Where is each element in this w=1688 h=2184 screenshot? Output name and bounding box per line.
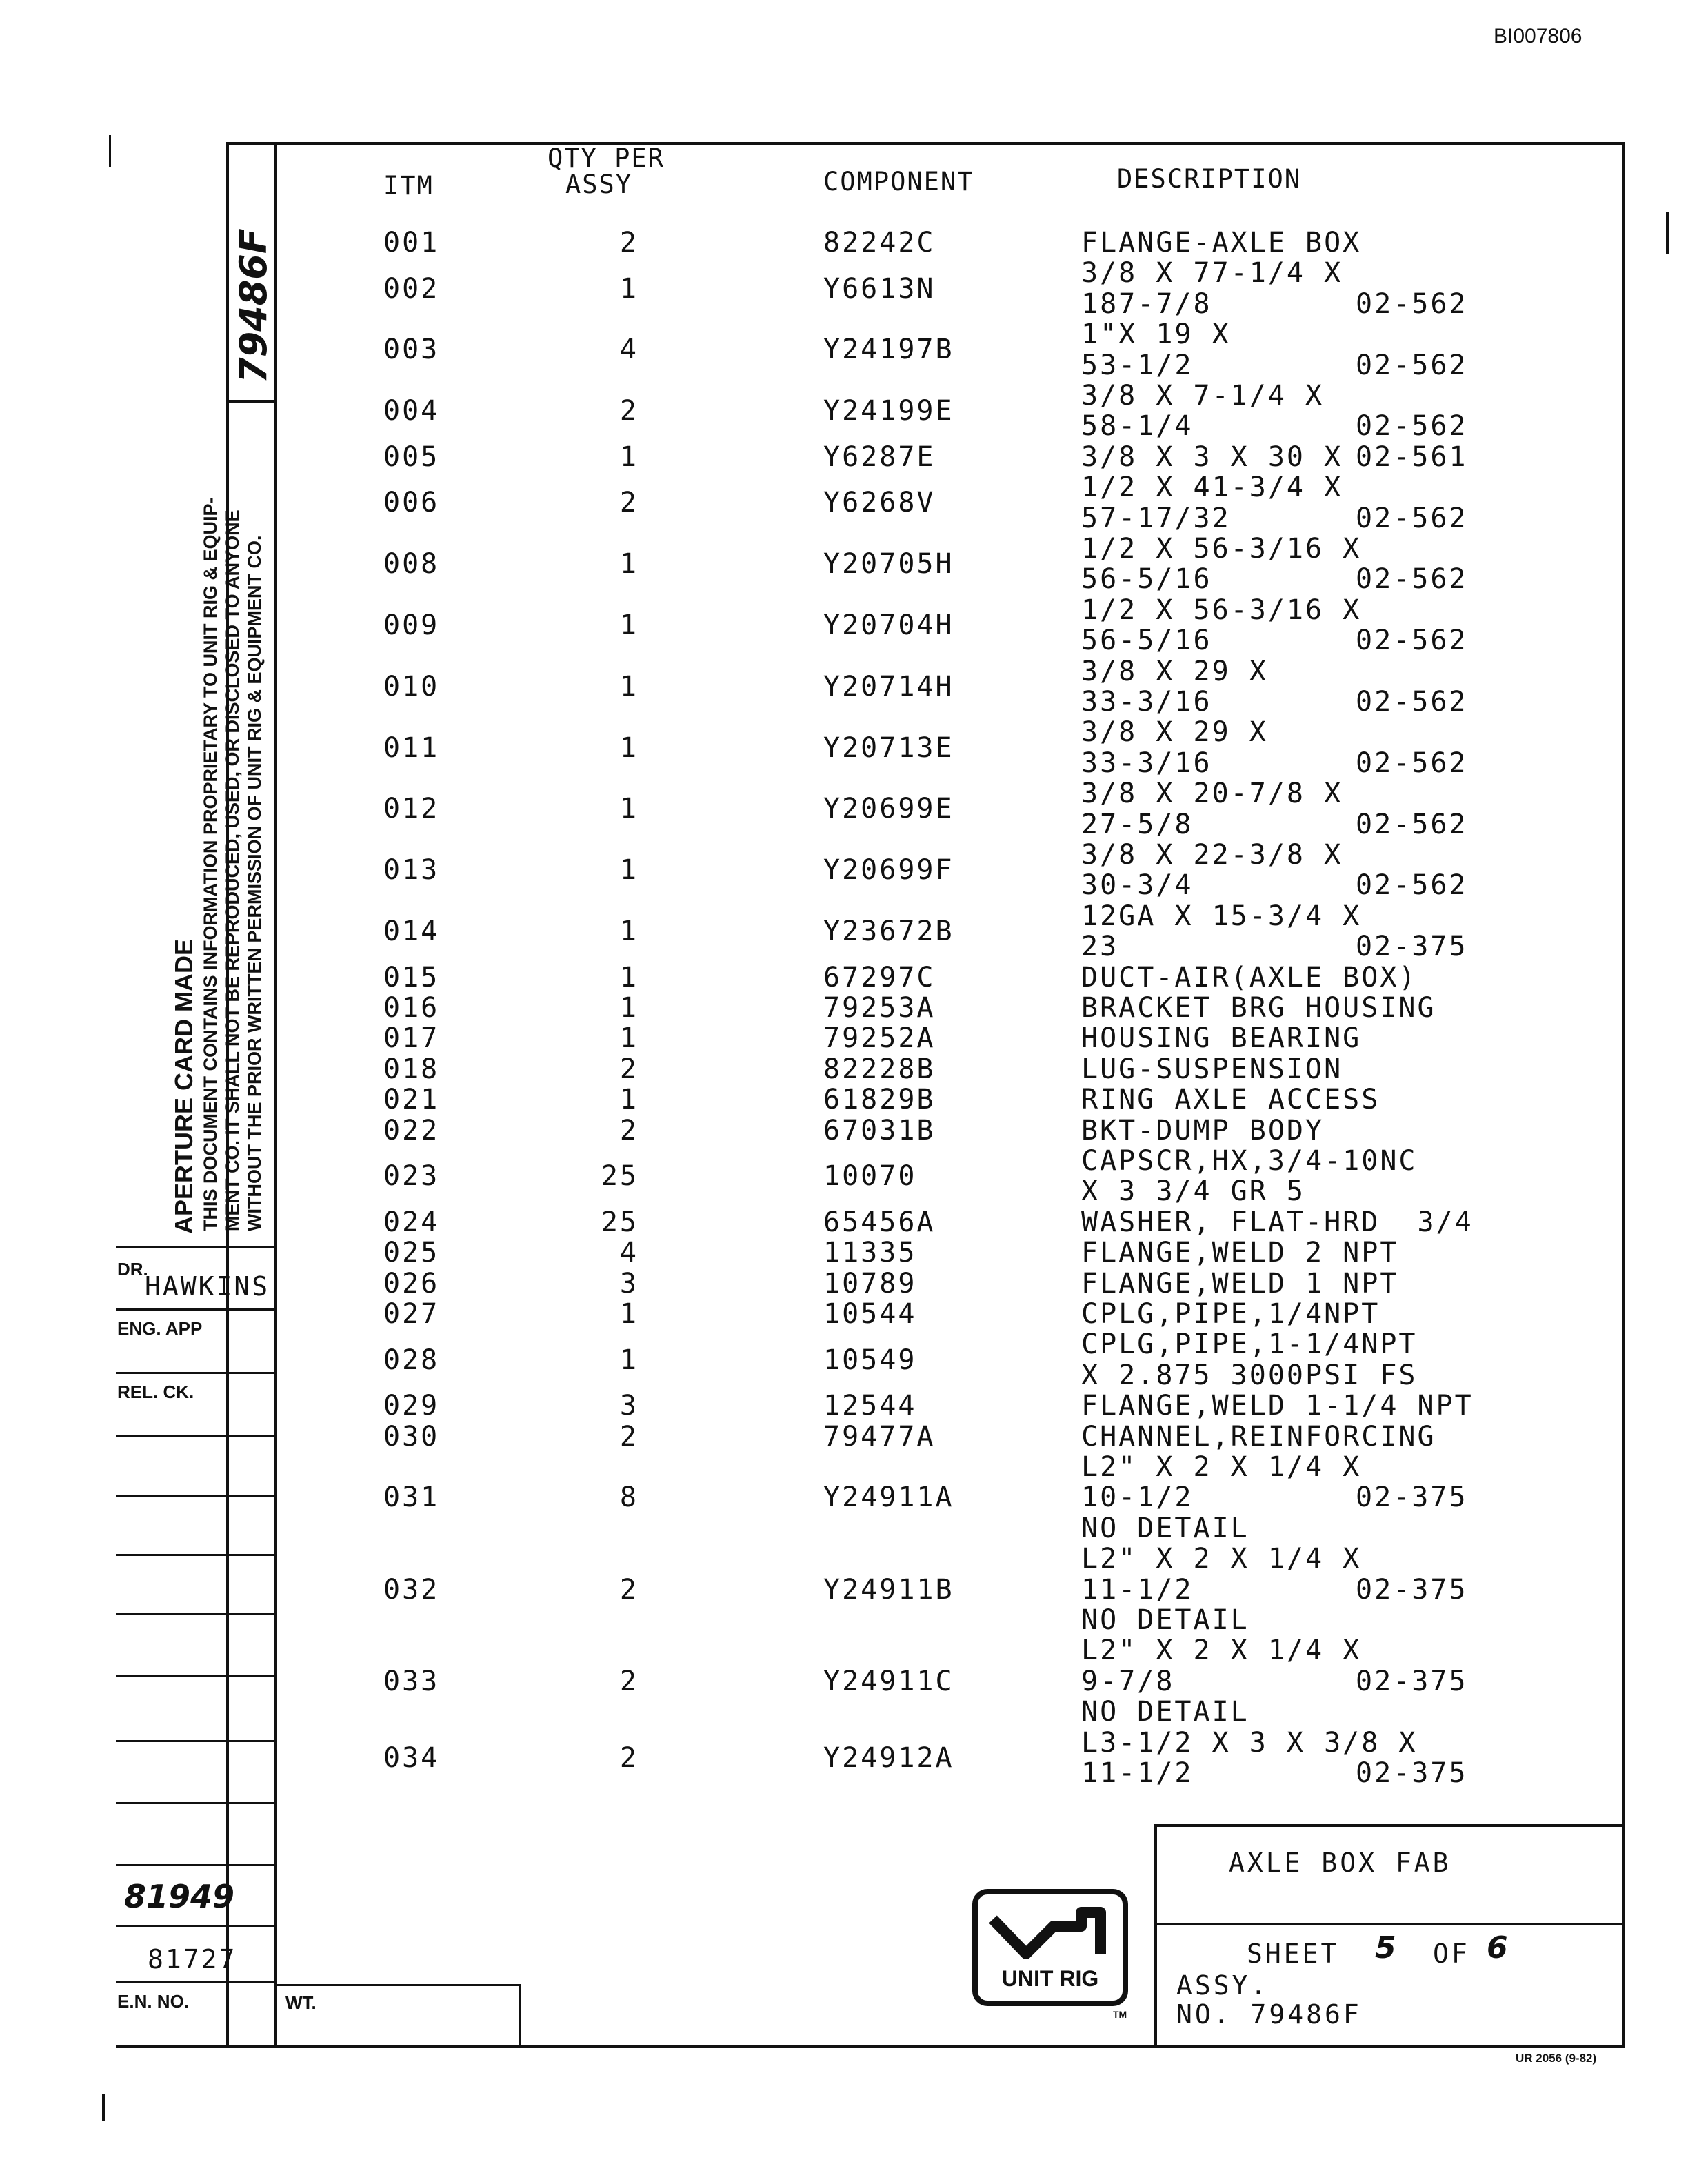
row-material-code: 02-562 (1356, 686, 1468, 718)
row-component: Y20699E (823, 793, 954, 825)
row-description: HOUSING BEARING (1081, 1022, 1362, 1055)
row-quantity: 2 (619, 395, 639, 427)
row-quantity: 1 (619, 916, 639, 947)
tb-rule (116, 1246, 276, 1248)
row-description: FLANGE,WELD 1-1/4 NPT (1081, 1390, 1474, 1422)
handwritten-number: 81949 (124, 1878, 235, 1915)
row-component: Y20704H (823, 609, 954, 641)
row-item-number: 014 (383, 916, 440, 947)
en-no-label: E.N. NO. (117, 1991, 190, 2012)
unit-rig-logo (972, 1889, 1128, 2006)
row-component: 82242C (823, 227, 936, 259)
row-description: X 2.875 3000PSI FS (1081, 1359, 1418, 1391)
tb-rule (116, 1864, 276, 1866)
row-item-number: 017 (383, 1022, 440, 1055)
row-quantity: 1 (619, 1022, 639, 1055)
row-item-number: 015 (383, 961, 440, 993)
row-item-number: 010 (383, 670, 440, 702)
row-description: L2" X 2 X 1/4 X (1081, 1635, 1362, 1667)
row-description: CPLG,PIPE,1/4NPT (1081, 1298, 1380, 1330)
row-component: Y6613N (823, 272, 936, 305)
row-quantity: 4 (619, 334, 639, 366)
row-item-number: 016 (383, 992, 440, 1024)
row-quantity: 1 (619, 548, 639, 580)
row-quantity: 1 (619, 1298, 639, 1330)
tb-rule (116, 1802, 276, 1804)
scan-mark (1666, 212, 1669, 254)
row-component: Y20699F (823, 854, 954, 887)
row-description: 11-1/2 (1081, 1757, 1194, 1789)
sheet-label: SHEET (1247, 1939, 1340, 1969)
tb-rule (116, 1435, 276, 1437)
row-component: 10549 (823, 1344, 917, 1376)
tb-rule (116, 1308, 276, 1311)
row-description: CPLG,PIPE,1-1/4NPT (1081, 1328, 1418, 1361)
scan-mark (109, 135, 111, 167)
row-component: 67297C (823, 961, 936, 993)
row-component: 61829B (823, 1084, 936, 1116)
row-description: FLANGE-AXLE BOX (1081, 227, 1362, 259)
row-item-number: 024 (383, 1206, 440, 1238)
row-quantity: 1 (619, 731, 639, 764)
row-description: 57-17/32 (1081, 502, 1231, 534)
proprietary-notice-line-3: WITHOUT THE PRIOR WRITTEN PERMISSION OF UNIT RIG & EQUIPMENT CO. (244, 535, 265, 1231)
row-material-code: 02-562 (1356, 869, 1468, 902)
row-description: L2" X 2 X 1/4 X (1081, 1543, 1362, 1575)
row-component: 79253A (823, 992, 936, 1024)
row-quantity: 3 (619, 1390, 639, 1422)
row-material-code: 02-375 (1356, 1757, 1468, 1789)
header-itm: ITM (383, 171, 434, 201)
row-component: Y6287E (823, 441, 936, 473)
row-component: Y24911A (823, 1482, 954, 1514)
row-description: FLANGE,WELD 2 NPT (1081, 1237, 1399, 1269)
row-material-code: 02-562 (1356, 747, 1468, 779)
row-quantity: 1 (619, 441, 639, 473)
row-description: 3/8 X 29 X (1081, 655, 1268, 687)
row-material-code: 02-562 (1356, 349, 1468, 381)
row-description: L2" X 2 X 1/4 X (1081, 1451, 1362, 1483)
row-item-number: 011 (383, 731, 440, 764)
header-qty-line1: QTY PER (547, 143, 665, 173)
logo-text: UNIT RIG (1001, 1966, 1099, 1991)
row-description: BKT-DUMP BODY (1081, 1114, 1325, 1146)
row-item-number: 025 (383, 1237, 440, 1269)
row-component: 67031B (823, 1114, 936, 1146)
row-quantity: 1 (619, 272, 639, 305)
row-quantity: 1 (619, 609, 639, 641)
row-item-number: 031 (383, 1482, 440, 1514)
row-description: L3-1/2 X 3 X 3/8 X (1081, 1726, 1418, 1759)
row-description: 58-1/4 (1081, 410, 1194, 443)
row-description: RING AXLE ACCESS (1081, 1084, 1380, 1116)
row-quantity: 25 (601, 1206, 639, 1238)
row-quantity: 2 (619, 1741, 639, 1774)
row-item-number: 022 (383, 1114, 440, 1146)
header-component: COMPONENT (823, 167, 974, 196)
row-material-code: 02-562 (1356, 563, 1468, 596)
row-item-number: 018 (383, 1053, 440, 1085)
row-item-number: 005 (383, 441, 440, 473)
row-component: Y24912A (823, 1741, 954, 1774)
row-description: 11-1/2 (1081, 1573, 1194, 1606)
row-description: NO DETAIL (1081, 1696, 1249, 1728)
sheet-total: 6 (1487, 1930, 1508, 1965)
row-description: 27-5/8 (1081, 808, 1194, 840)
row-quantity: 2 (619, 227, 639, 259)
row-description: NO DETAIL (1081, 1604, 1249, 1636)
assy-label: ASSY. (1176, 1970, 1269, 2001)
row-quantity: 2 (619, 1114, 639, 1146)
row-description: 3/8 X 20-7/8 X (1081, 778, 1343, 810)
row-quantity: 2 (619, 487, 639, 519)
row-quantity: 2 (619, 1573, 639, 1606)
drawing-title: AXLE BOX FAB (1229, 1848, 1451, 1878)
row-item-number: 028 (383, 1344, 440, 1376)
row-item-number: 006 (383, 487, 440, 519)
row-description: 1/2 X 41-3/4 X (1081, 472, 1343, 504)
row-material-code: 02-375 (1356, 1482, 1468, 1514)
row-material-code: 02-562 (1356, 410, 1468, 443)
row-item-number: 012 (383, 793, 440, 825)
row-component: Y20705H (823, 548, 954, 580)
rel-ck-label: REL. CK. (117, 1382, 194, 1402)
row-item-number: 002 (383, 272, 440, 305)
row-description: 1"X 19 X (1081, 318, 1231, 351)
row-item-number: 034 (383, 1741, 440, 1774)
row-component: 10789 (823, 1267, 917, 1300)
row-quantity: 1 (619, 670, 639, 702)
row-material-code: 02-375 (1356, 1665, 1468, 1697)
proprietary-notice-line-2: MENT CO. IT SHALL NOT BE REPRODUCED, USED, OR DISCLOSED TO ANYONE (222, 509, 243, 1231)
left-margin-line (274, 142, 277, 2048)
row-component: 11335 (823, 1237, 917, 1269)
row-quantity: 1 (619, 793, 639, 825)
tb-rule (116, 1981, 276, 1983)
row-description: 1/2 X 56-3/16 X (1081, 594, 1362, 626)
row-description: 56-5/16 (1081, 625, 1212, 657)
row-description: 9-7/8 (1081, 1665, 1175, 1697)
row-material-code: 02-561 (1356, 441, 1468, 473)
row-component: 10070 (823, 1160, 917, 1193)
row-description: 3/8 X 29 X (1081, 716, 1268, 749)
row-description: 56-5/16 (1081, 563, 1212, 596)
form-number: UR 2056 (9-82) (1516, 2052, 1597, 2065)
dr-label: DR. (117, 1259, 148, 1280)
row-item-number: 004 (383, 395, 440, 427)
row-item-number: 027 (383, 1298, 440, 1330)
drawing-number-vertical: 79486F (232, 228, 275, 383)
row-component: 82228B (823, 1053, 936, 1085)
row-description: 3/8 X 7-1/4 X (1081, 380, 1325, 412)
row-description: 33-3/16 (1081, 686, 1212, 718)
row-quantity: 2 (619, 1053, 639, 1085)
row-description: 12GA X 15-3/4 X (1081, 900, 1362, 932)
row-description: WASHER, FLAT-HRD 3/4 (1081, 1206, 1474, 1238)
sheet-number: 5 (1375, 1930, 1396, 1965)
header-qty-line2: ASSY (565, 170, 633, 199)
bottom-rule (116, 2045, 1625, 2048)
tb-rule (116, 1554, 276, 1556)
row-item-number: 032 (383, 1573, 440, 1606)
row-material-code: 02-562 (1356, 625, 1468, 657)
wt-label: WT. (285, 1992, 316, 2013)
row-quantity: 1 (619, 854, 639, 887)
row-quantity: 1 (619, 1344, 639, 1376)
row-description: 3/8 X 22-3/8 X (1081, 839, 1343, 871)
row-description: LUG-SUSPENSION (1081, 1053, 1343, 1085)
logo-mark-icon (978, 1899, 1123, 1968)
row-description: FLANGE,WELD 1 NPT (1081, 1267, 1399, 1300)
row-component: Y23672B (823, 916, 954, 947)
row-component: 12544 (823, 1390, 917, 1422)
row-quantity: 4 (619, 1237, 639, 1269)
assy-number: NO. 79486F (1176, 1999, 1362, 2030)
row-description: BRACKET BRG HOUSING (1081, 992, 1436, 1024)
row-item-number: 001 (383, 227, 440, 259)
row-description: NO DETAIL (1081, 1512, 1249, 1544)
scan-mark (102, 2094, 105, 2121)
row-description: CAPSCR,HX,3/4-10NC (1081, 1145, 1418, 1177)
row-item-number: 026 (383, 1267, 440, 1300)
row-item-number: 030 (383, 1420, 440, 1453)
eng-app-label: ENG. APP (117, 1318, 203, 1339)
row-component: Y24197B (823, 334, 954, 366)
row-component: 79252A (823, 1022, 936, 1055)
row-quantity: 8 (619, 1482, 639, 1514)
row-item-number: 023 (383, 1160, 440, 1193)
row-description: CHANNEL,REINFORCING (1081, 1420, 1436, 1453)
row-description: 53-1/2 (1081, 349, 1194, 381)
row-description: 33-3/16 (1081, 747, 1212, 779)
row-item-number: 008 (383, 548, 440, 580)
tb-rule (116, 1613, 276, 1615)
header-description: DESCRIPTION (1117, 164, 1302, 194)
row-description: 3/8 X 3 X 30 X (1081, 441, 1343, 473)
row-item-number: 013 (383, 854, 440, 887)
row-item-number: 009 (383, 609, 440, 641)
row-quantity: 2 (619, 1420, 639, 1453)
row-component: Y20714H (823, 670, 954, 702)
tb-rule (116, 1675, 276, 1677)
row-description: 3/8 X 77-1/4 X (1081, 257, 1343, 290)
row-component: 79477A (823, 1420, 936, 1453)
row-quantity: 25 (601, 1160, 639, 1193)
row-description: 23 (1081, 931, 1119, 963)
row-quantity: 3 (619, 1267, 639, 1300)
aperture-card-label: APERTURE CARD MADE (170, 938, 198, 1234)
row-component: Y24199E (823, 395, 954, 427)
row-component: 10544 (823, 1298, 917, 1330)
row-material-code: 02-562 (1356, 287, 1468, 320)
row-component: Y6268V (823, 487, 936, 519)
tb-rule (116, 1372, 276, 1374)
row-item-number: 003 (383, 334, 440, 366)
title-box-divider (1154, 1923, 1625, 1925)
tb-rule (116, 1740, 276, 1742)
row-component: Y24911B (823, 1573, 954, 1606)
row-quantity: 1 (619, 992, 639, 1024)
trademark-mark: TM (1113, 2009, 1127, 2020)
row-component: 65456A (823, 1206, 936, 1238)
row-description: DUCT-AIR(AXLE BOX) (1081, 961, 1418, 993)
row-material-code: 02-375 (1356, 931, 1468, 963)
row-description: 187-7/8 (1081, 287, 1212, 320)
row-quantity: 1 (619, 1084, 639, 1116)
row-quantity: 1 (619, 961, 639, 993)
row-description: 1/2 X 56-3/16 X (1081, 533, 1362, 565)
tb-rule (116, 1925, 276, 1927)
tb-rule (116, 1495, 276, 1497)
row-component: Y20713E (823, 731, 954, 764)
row-description: 10-1/2 (1081, 1482, 1194, 1514)
row-component: Y24911C (823, 1665, 954, 1697)
row-material-code: 02-562 (1356, 808, 1468, 840)
document-id: BI007806 (1494, 25, 1582, 48)
row-material-code: 02-562 (1356, 502, 1468, 534)
drafter-name: HAWKINS (145, 1271, 270, 1302)
row-item-number: 029 (383, 1390, 440, 1422)
en-value: 81727 (148, 1944, 237, 1974)
row-description: 30-3/4 (1081, 869, 1194, 902)
of-label: OF (1433, 1939, 1470, 1969)
row-description: X 3 3/4 GR 5 (1081, 1175, 1305, 1208)
row-item-number: 033 (383, 1665, 440, 1697)
row-material-code: 02-375 (1356, 1573, 1468, 1606)
row-item-number: 021 (383, 1084, 440, 1116)
proprietary-notice-line-1: THIS DOCUMENT CONTAINS INFORMATION PROPRIETARY TO UNIT RIG & EQUIP- (200, 497, 221, 1231)
row-quantity: 2 (619, 1665, 639, 1697)
